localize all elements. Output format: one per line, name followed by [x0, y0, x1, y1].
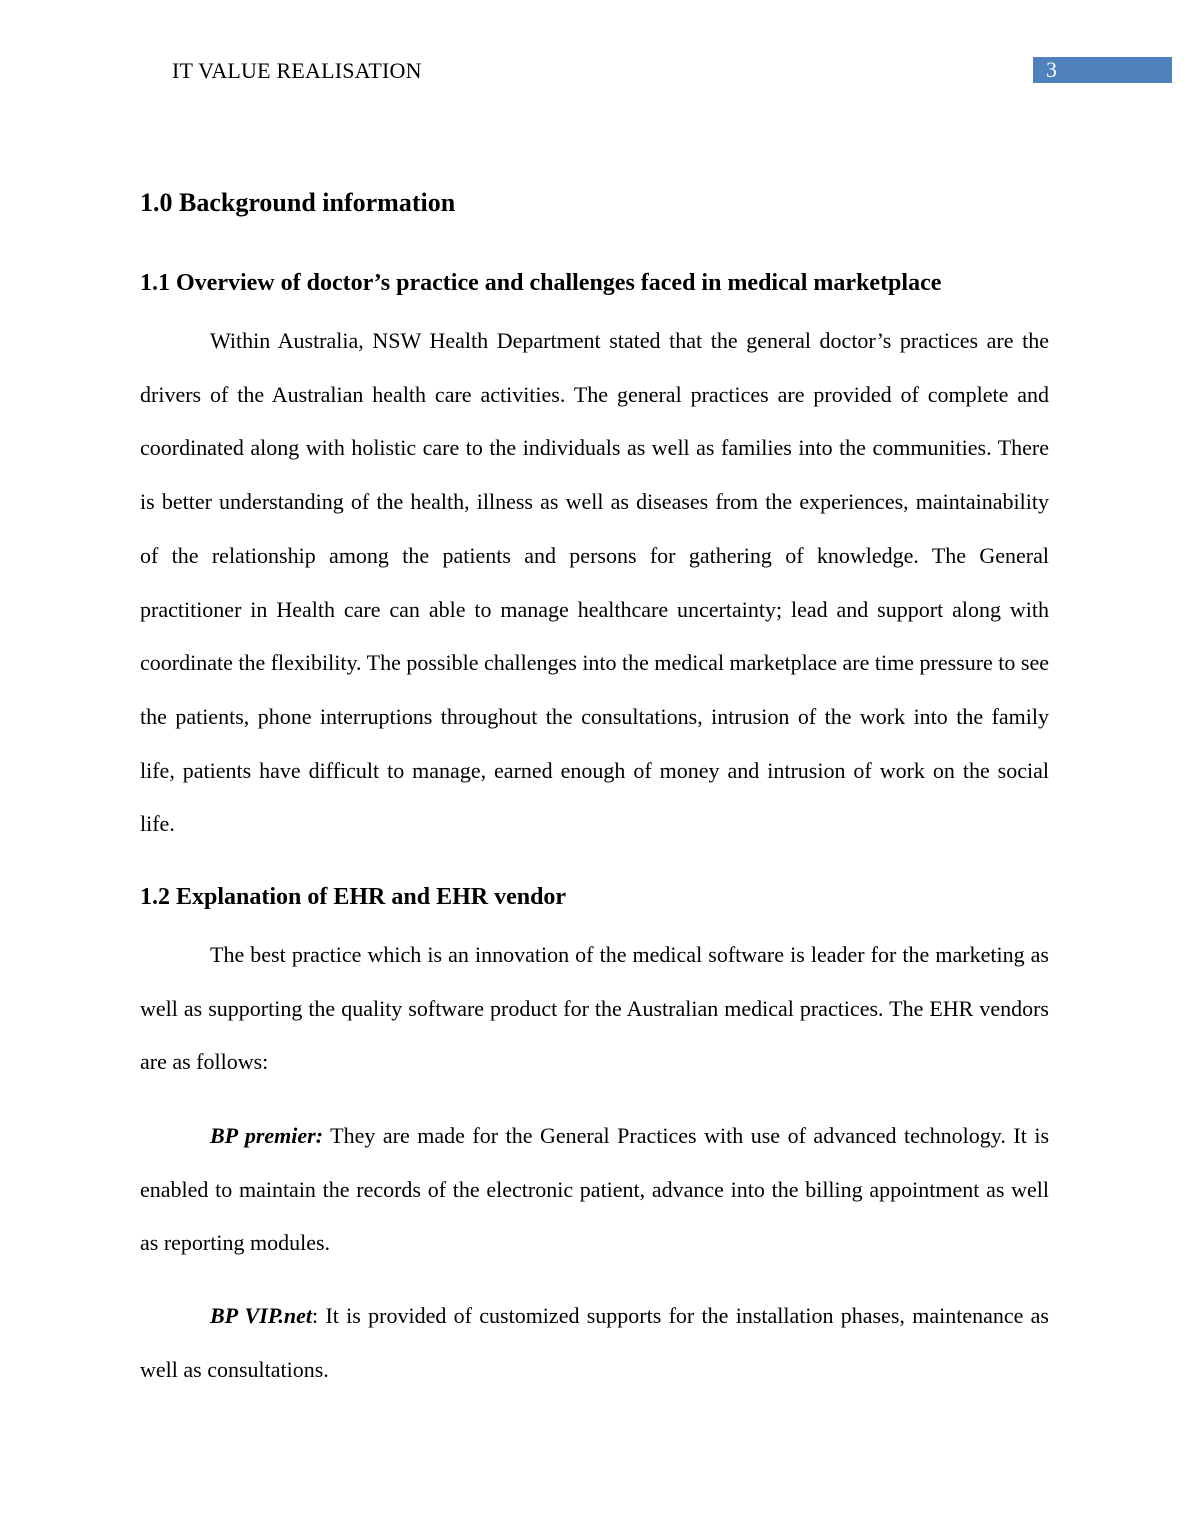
paragraph-vendor-bp-premier [140, 1109, 1049, 1270]
section-heading-overview: 1.1 Overview of doctor’s practice and challenges faced in medical marketplace [140, 270, 942, 296]
paragraph-overview: Within Australia, NSW Health Department stated that the general doctor’s practices are the drivers of the Australian health care activities. The general practices are provided of complete and coordinated along with holistic care to the individuals as well as families into the communities. There is better understanding of the health, illness as well as diseases from the experiences, maintainability of the relationship among the patients and persons for gathering of knowledge. The General practitioner in Health care can able to manage healthcare uncertainty; lead and support along with coordinate the flexibility. The possible challenges into the medical marketplace are time pressure to see the patients, phone interruptions throughout the consultations, intrusion of the work into the family life, patients have difficult to manage, earned enough of money and intrusion of work on the social life. [140, 328, 1050, 837]
section-heading-ehr: 1.2 Explanation of EHR and EHR vendor [140, 884, 567, 910]
paragraph-vendor-bp-vip [140, 1289, 1049, 1396]
vendor-name-bp-vip: BP VIP.net [210, 1303, 313, 1328]
page-number: 3 [1046, 57, 1057, 82]
page-number-badge [1033, 57, 1172, 83]
vendor-description-bp-vip: : It is provided of customized supports for the installation phases, maintenance as well as consultations. [140, 1303, 1049, 1382]
running-header-title: IT VALUE REALISATION [172, 58, 422, 83]
vendor-description-bp-premier: They are made for the General Practices with use of advanced technology. It is enabled to maintain the records of the electronic patient, advance into the billing appointment as well as reporting modules. [140, 1123, 1050, 1256]
vendor-name-bp-premier: BP premier: [210, 1123, 324, 1148]
section-heading-background: 1.0 Background information [140, 188, 456, 217]
paragraph-ehr: The best practice which is an innovation of the medical software is leader for the marketing as well as supporting the quality software product for the Australian medical practices. The EHR vendors are as follows: [140, 942, 1049, 1075]
